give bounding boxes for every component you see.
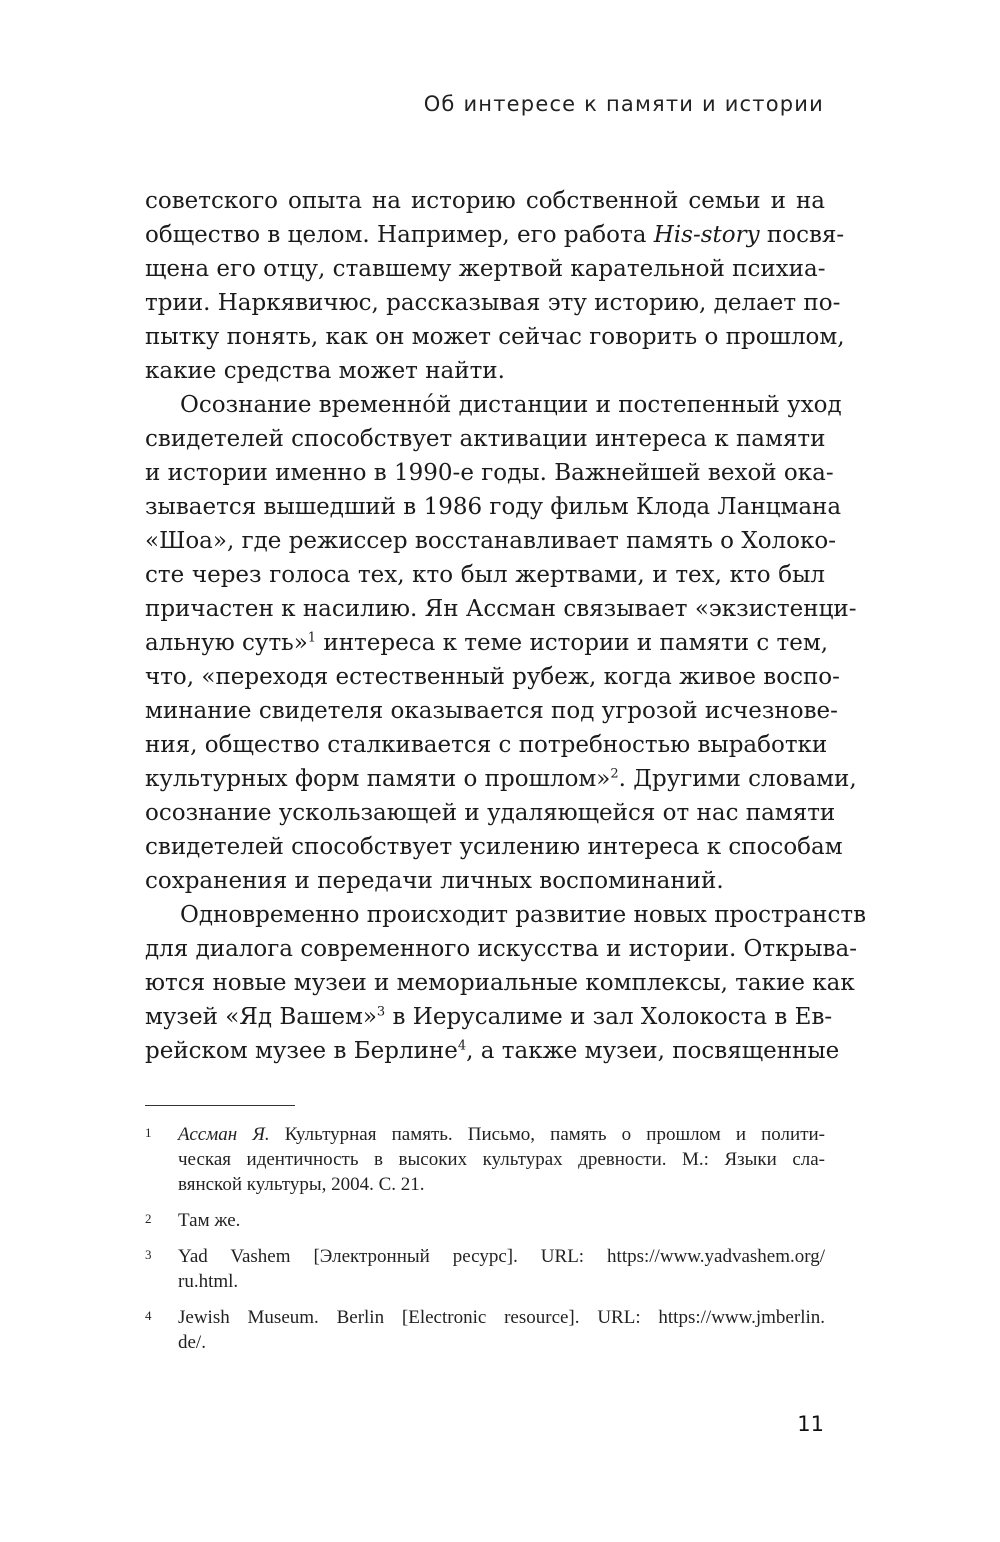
footnote-divider — [145, 1105, 295, 1106]
paragraph-2 — [145, 388, 857, 898]
text-fragment: общество в целом. Например, его работа — [145, 222, 654, 248]
footnote-number: 2 — [145, 1211, 152, 1226]
text-line: сохранения и передачи личных воспоминаний. — [145, 868, 724, 894]
text-fragment: рейском музее в Берлине — [145, 1038, 458, 1064]
text-line: осознание ускользающей и удаляющейся от нас памяти — [145, 800, 836, 826]
footnote-ref[interactable]: 3 — [376, 1004, 386, 1020]
text-line: ния, общество сталкивается с потребностью выработки — [145, 732, 828, 758]
text-line: минание свидетеля оказывается под угрозой исчезнове- — [145, 698, 838, 724]
text-fragment: посвя- — [759, 222, 845, 248]
text-fragment: . Другими словами, — [618, 766, 857, 792]
footnote-line[interactable]: ru.html. — [178, 1271, 239, 1292]
text-fragment: альную суть» — [145, 630, 308, 656]
footnote-number: 1 — [145, 1125, 152, 1140]
footnote-number: 4 — [145, 1308, 152, 1323]
footnote-line[interactable]: Yad Vashem [Электронный ресурс]. URL: https://www.yadvashem.org/ — [178, 1246, 825, 1267]
text-line — [145, 626, 829, 660]
footnote-ref[interactable]: 4 — [457, 1038, 467, 1054]
paragraph-3 — [145, 898, 867, 1068]
text-fragment: культурных форм памяти о прошлом» — [145, 766, 611, 792]
text-line: для диалога современного искусства и истории. Открыва- — [145, 936, 857, 962]
footnote-number: 3 — [145, 1247, 152, 1262]
italic-title: His-story — [653, 222, 760, 248]
text-fragment: , а также музеи, посвященные — [466, 1038, 840, 1064]
footnote-1 — [145, 1122, 825, 1197]
text-line: сте через голоса тех, кто был жертвами, и тех, кто был — [145, 562, 825, 588]
text-line: какие средства может найти. — [145, 358, 505, 384]
text-line — [145, 762, 857, 796]
text-line: Осознание временно́й дистанции и постепенный уход — [180, 392, 842, 418]
footnote-ref[interactable]: 1 — [307, 630, 317, 646]
footnote-line[interactable]: Jewish Museum. Berlin [Electronic resource]. URL: https://www.jmberlin. — [178, 1307, 825, 1328]
text-line — [145, 218, 845, 252]
footnotes — [145, 1122, 825, 1366]
text-line: зывается вышедший в 1986 году фильм Клода Ланцмана — [145, 494, 842, 520]
footnote-3 — [145, 1244, 825, 1294]
main-text — [145, 184, 867, 1068]
paragraph-1 — [145, 184, 845, 388]
text-line — [145, 1000, 833, 1034]
footnote-line: вянской культуры, 2004. С. 21. — [178, 1174, 425, 1195]
running-head: Об интересе к памяти и истории — [423, 92, 824, 116]
text-line: и истории именно в 1990-е годы. Важнейшей вехой ока- — [145, 460, 834, 486]
text-fragment: интереса к теме истории и памяти с тем, — [316, 630, 829, 656]
footnote-4 — [145, 1305, 825, 1355]
text-line: свидетелей способствует усилению интереса к способам — [145, 834, 843, 860]
page-number: 11 — [797, 1412, 824, 1436]
text-line: свидетелей способствует активации интереса к памяти — [145, 426, 826, 452]
footnote-2 — [145, 1208, 825, 1233]
footnote-line: ческая идентичность в высоких культурах древности. М.: Языки сла- — [178, 1149, 825, 1170]
text-line: ются новые музеи и мемориальные комплексы, такие как — [145, 970, 855, 996]
text-fragment: в Иерусалиме и зал Холокоста в Ев- — [385, 1004, 833, 1030]
text-line: советского опыта на историю собственной семьи и на — [145, 188, 825, 214]
text-line: «Шоа», где режиссер восстанавливает память о Холоко- — [145, 528, 836, 554]
footnote-ref[interactable]: 2 — [610, 766, 619, 782]
text-line — [145, 1034, 840, 1068]
text-fragment: Культурная память. Письмо, память о прошлом и полити- — [269, 1124, 825, 1145]
text-fragment: музей «Яд Вашем» — [145, 1004, 377, 1030]
text-line: пытку понять, как он может сейчас говорить о прошлом, — [145, 324, 845, 350]
footnote-line: Там же. — [178, 1210, 241, 1231]
text-line: причастен к насилию. Ян Ассман связывает «экзистенци- — [145, 596, 857, 622]
text-line: трии. Наркявичюс, рассказывая эту историю, делает по- — [145, 290, 841, 316]
footnote-line — [178, 1122, 825, 1147]
footnote-line[interactable]: de/. — [178, 1332, 206, 1353]
footnote-author: Ассман Я. — [178, 1124, 270, 1145]
text-line: Одновременно происходит развитие новых пространств — [180, 902, 867, 928]
text-line: что, «переходя естественный рубеж, когда живое воспо- — [145, 664, 840, 690]
text-line: щена его отцу, ставшему жертвой карательной психиа- — [145, 256, 826, 282]
